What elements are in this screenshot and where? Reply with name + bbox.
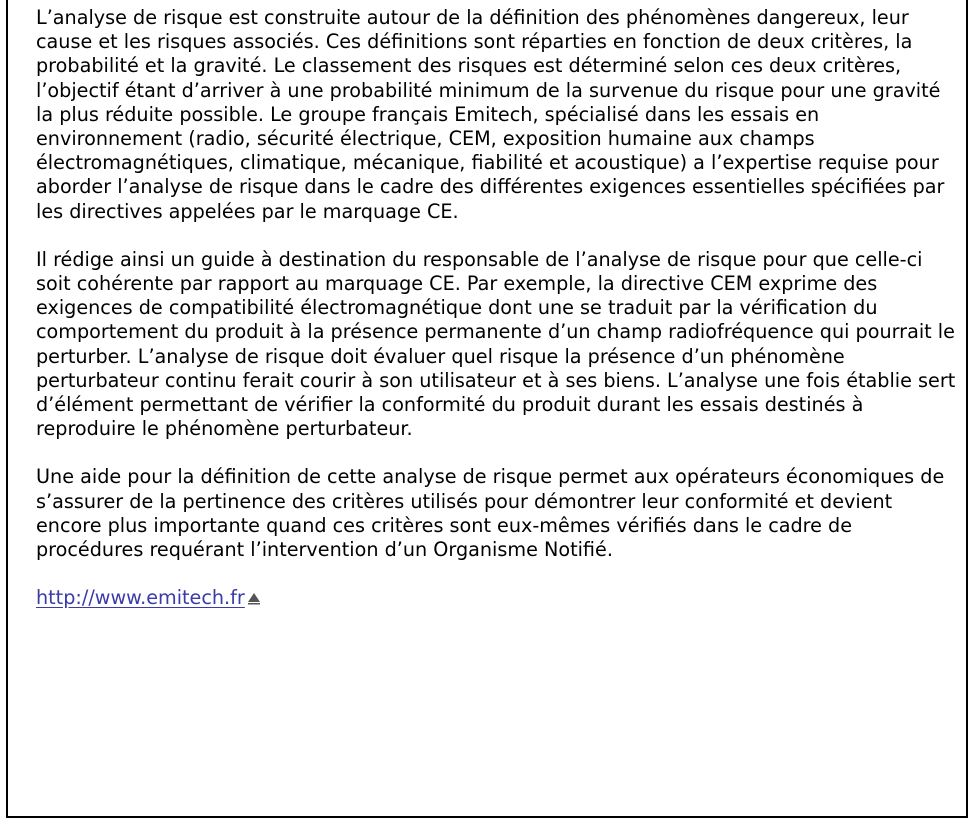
article-paragraph-1: L’analyse de risque est construite autour de la définition des phénomènes dangereux, leur cause et les risques associés. Ces définitions sont réparties en fonction de deux critères, la probabilité et la gravité. Le classement des risques est déterminé selon ces deux critères, l’objectif étant d’arriver à une probabilité minimum de la survenue du risque pour une gravité la plus réduite possible. Le groupe français Emitech, spécialisé dans les essais en environnement (radio, sécurité électrique, CEM, exposition humaine aux champs électromagnétiques, climatique, mécanique, fiabilité et acoustique) a l’expertise requise pour aborder l’analyse de risque dans le cadre des différentes exigences essentielles spécifiées par les directives appelées par le marquage CE. [36,6,945,223]
link-line [36,586,956,610]
external-link-up-triangle-icon[interactable] [247,591,261,605]
article-paragraph-3: Une aide pour la définition de cette analyse de risque permet aux opérateurs économiques de s’assurer de la pertinence des critères utilisés pour démontrer leur conformité et devient encore plus importante quand ces critères sont eux-mêmes vérifiés dans le cadre de procédures requérant l’intervention d’un Organisme Notifié. [36,465,945,562]
article-body [36,6,956,610]
emitech-link[interactable]: http://www.emitech.fr [36,586,245,610]
article-paragraph-2: Il rédige ainsi un guide à destination du responsable de l’analyse de risque pour que celle-ci soit cohérente par rapport au marquage CE. Par exemple, la directive CEM exprime des exigences de compatibilité électromagnétique dont une se traduit par la vérification du comportement du produit à la présence permanente d’un champ radiofréquence qui pourrait le perturber. L’analyse de risque doit évaluer quel risque la présence d’un phénomène perturbateur continu ferait courir à son utilisateur et à ses biens. L’analyse une fois établie sert d’élément permettant de vérifier la conformité du produit durant les essais destinés à reproduire le phénomène perturbateur. [36,247,956,441]
article-frame [6,0,968,818]
